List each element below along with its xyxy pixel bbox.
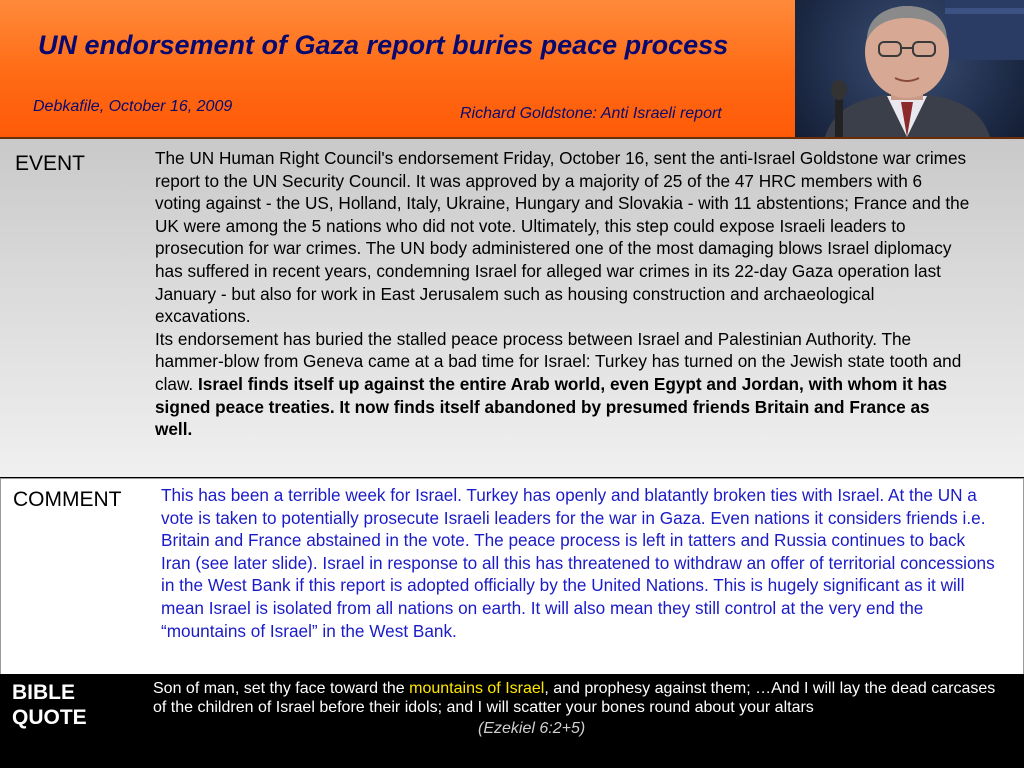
- header-banner: [0, 0, 795, 137]
- comment-body: This has been a terrible week for Israel. Turkey has openly and blatantly broken ties with Israel. At the UN a vote is taken to potentially prosecute Israeli leaders for the war in Gaza. Even nations it considers friends i.e. Britain and France abstained in the vote. The peace process is left in tatters and Russia continues to back Iran (see later slide). Israel in response to all this has threatened to withdraw an offer of territorial concessions in the West Bank if this report is adopted officially by the United Nations. This is hugely significant as it will mean Israel is isolated from all nations on earth. It will also mean they still control at the very end the “mountains of Israel” in the West Bank.: [161, 485, 995, 641]
- bible-highlight: mountains of Israel: [409, 680, 545, 697]
- bible-quote-section: [0, 674, 1024, 768]
- event-label: EVENT: [15, 152, 86, 175]
- source-byline: Debkafile, October 16, 2009: [33, 98, 233, 115]
- bible-quote-text: [153, 680, 1013, 717]
- event-paragraph-1: The UN Human Right Council's endorsement Friday, October 16, sent the anti-Israel Goldstone war crimes report to the UN Security Council. It was approved by a majority of 25 of the 47 HRC members with 6 voting against - the US, Holland, Italy, Ukraine, Hungary and Slovakia - with 11 abstentions; France and the UK were among the 5 nations who did not vote. Ultimately, this step could expose Israeli leaders to prosecution for war crimes. The UN body administered one of the most damaging blows Israel diplomacy has suffered in recent years, condemning Israel for alleged war crimes in its 22-day Gaza operation last January - but also for work in East Jerusalem such as housing construction and archaeological excavations.: [155, 148, 970, 327]
- bible-label-line-1: BIBLE: [12, 681, 75, 704]
- comment-section: [0, 478, 1024, 675]
- bible-quote-label: [12, 680, 122, 730]
- comment-label: COMMENT: [13, 488, 122, 511]
- bible-reference: (Ezekiel 6:2+5): [478, 720, 586, 737]
- bible-label-line-2: QUOTE: [12, 706, 87, 729]
- bible-text-before: Son of man, set thy face toward the: [153, 680, 410, 697]
- event-body: [155, 147, 970, 441]
- portrait-image: [795, 0, 1024, 137]
- event-paragraph-2-bold: Israel finds itself up against the entire Arab world, even Egypt and Jordan, with whom it has signed peace treaties. It now finds itself abandoned by presumed friends Britain and France as well.: [155, 373, 948, 440]
- event-section: [0, 139, 1024, 477]
- event-paragraph-2-text: Its endorsement has buried the stalled peace process between Israel and Palestinian Authority. The hammer-blow from Geneva came at a bad time for Israel: Turkey has turned on the Jewish state tooth and claw.: [155, 328, 962, 394]
- slide-title: UN endorsement of Gaza report buries peace process: [38, 30, 729, 60]
- photo-caption: Richard Goldstone: Anti Israeli report: [460, 105, 722, 122]
- bible-text-after: , and prophesy against them; …And I will lay the dead carcases of the children of Israel before their idols; and I will scatter your bones round about your altars: [153, 680, 996, 716]
- speaker-photo: [795, 0, 1024, 137]
- event-paragraph-2: [155, 328, 970, 441]
